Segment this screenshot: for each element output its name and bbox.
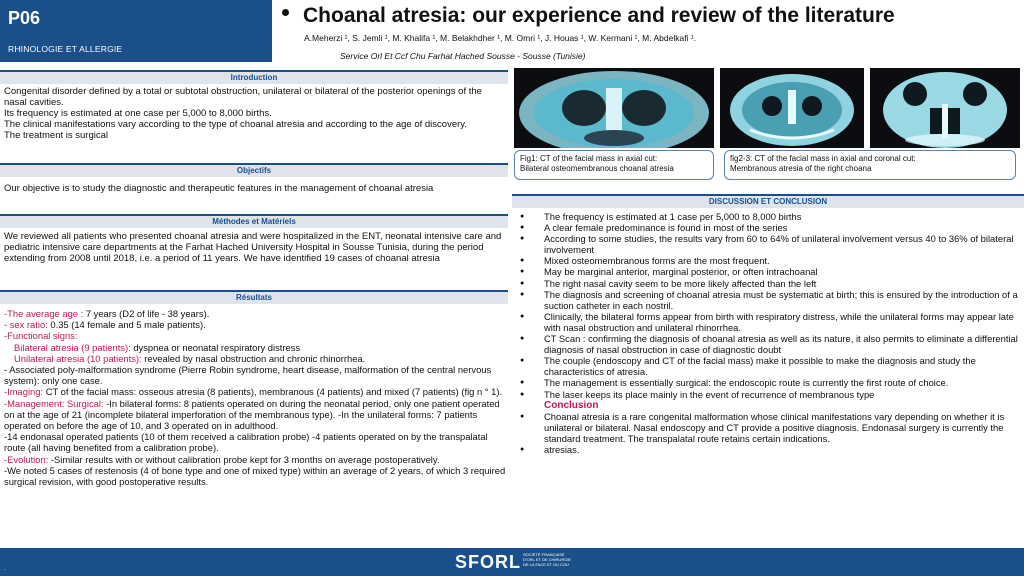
list-item: ● CT Scan : confirming the diagnosis of choanal atresia as well as its nature, it also permits to eliminate a differential diagnosis of nasal obstruction in case of diagnostic doubt [518,333,1018,355]
footer-bar [0,548,1024,576]
introduction-text [4,86,504,141]
list-item: ● Choanal atresia is a rare congenital malformation whose clinical manifestations vary depending on whether it is unilateral or bilateral. Nasal endoscopy and CT provide a positive diagnosis. Endonasal surgery is currently the standard treatment. The transpalatal route retains certain indications. [518,411,1018,444]
objectifs-heading: Objectifs [0,163,508,177]
unilat-text: revealed by nasal obstruction and chronic rhinorrhea. [141,352,366,364]
mgmt-text: -In bilateral forms: 8 patients operated on during the neonatal period, only one patient operated on at the age of 21 (incomplete bilateral imperforation of the membranous type). -In the unilateral forms: 7 patients operated on before the age of 10, and 3 operated on in adulthood. [4,397,500,432]
list-item: ● The couple (endoscopy and CT of the facial mass) make it possible to make the diagnosis and study the characteristics of atresia. [518,355,1018,377]
list-item: ● The frequency is estimated at 1 case per 5,000 to 8,000 births [518,211,1018,222]
fig2-caption-line: fig2-3: CT of the facial mass in axial and coronal cut: [730,154,916,163]
poster-title-text: Choanal atresia: our experience and review of the literature [303,4,895,27]
unilat-label: Unilateral atresia (10 patients): [14,352,142,364]
list-item: ● A clear female predominance is found in most of the series [518,222,1018,233]
list-item: ● May be marginal anterior, marginal posterior, or often intrachoanal [518,266,1018,277]
bilat-label: Bilateral atresia (9 patients): [14,341,131,353]
evol-label: -Evolution: [4,453,49,465]
ct-axial-image-2 [720,68,864,148]
list-item: ● According to some studies, the results vary from 60 to 64% of unilateral involvement versus 40 to 36% of bilateral involvement [518,233,1018,255]
poster-code-box [0,0,272,62]
intro-line: Congenital disorder defined by a total or subtotal obstruction, unilateral or bilateral of the posterior openings of the nasal cavities. [4,86,482,108]
list-item: ● atresias. [518,444,1018,455]
list-item: ● Clinically, the bilateral forms appear from birth with respiratory distress, while the unilateral forms may appear late with nasal obstruction and unilateral rhinorrhea. [518,311,1018,333]
title-bullet-icon [282,9,289,16]
discussion-list [518,211,1018,455]
ct-axial-image-1 [514,68,714,148]
list-item: ● The diagnosis and screening of choanal atresia must be systematic at birth; this is ensured by the introduction of a suction catheter in each nostril. [518,289,1018,311]
discussion-heading: DISCUSSION ET CONCLUSION [512,194,1024,208]
resultats-text [4,308,506,487]
fig1-caption-line: Fig1: CT of the facial mass in axial cut: [520,154,658,163]
poster-category: RHINOLOGIE ET ALLERGIE [8,44,123,54]
affiliation: Service Orl Et Ccf Chu Farhat Hached Sousse - Sousse (Tunisie) [340,51,586,61]
list-item: ● The management is essentially surgical: the endoscopic route is currently the first route of choice. [518,377,1018,388]
methodes-text: We reviewed all patients who presented choanal atresia and were hospitalized in the ENT, neonatal intensive care and pediatric intensive care departments at the Farhat Hached University Hospital in Sousse Tunisia, during the period extending from 2008 until 2018, i.e. a period of 11 years. We have identified 19 cases of choanal atresia [4,231,502,264]
intro-line: Its frequency is estimated at one case per 5,000 to 8,000 births. [4,108,272,119]
methodes-heading: Méthodes et Matériels [0,214,508,228]
mgmt-label: -Management: Surgical: [4,397,104,409]
age-label: -The average age : [4,308,84,319]
resten-text: -We noted 5 cases of restenosis (4 of bone type and one of mixed type) within an average of 2 years, of which 3 required surgical revision, with good postoperative results. [4,464,506,488]
poster-title [282,4,895,28]
evol-text: -Similar results with or without calibration probe kept for 3 months on average postoperatively. [48,453,440,465]
resultats-heading: Résultats [0,290,508,304]
introduction-heading: Introduction [0,70,508,84]
poster-code: P06 [8,8,41,28]
imaging-label: -Imaging: [4,386,44,398]
endo-text: -14 endonasal operated patients (10 of them received a calibration probe) -4 patients operated on by the transpalatal route (all having benefited from a calibration probe). [4,431,488,454]
sex-label: - sex ratio: [4,319,48,331]
ct-coronal-image [870,68,1020,148]
sex-text: 0.35 (14 female and 5 male patients). [47,319,206,331]
intro-line: The treatment is surgical [4,130,109,141]
list-item: ● The right nasal cavity seem to be more likely affected than the left [518,278,1018,289]
objectifs-text: Our objective is to study the diagnostic and therapeutic features in the management of choanal atresia [4,183,434,194]
list-item: ● The laser keeps its place mainly in the event of recurrence of membranous type [518,389,1018,400]
authors: A.Meherzi ¹, S. Jemli ¹, M. Khalifa ¹, M. Belakhdher ¹, M. Omri ¹, J. Houas ¹, W. Kermani ¹, M. Abdelkafi ¹. [304,33,697,43]
fig1-caption-line: Bilateral osteomembranous choanal atresia [520,164,674,173]
fig2-caption-line: Membranous atresia of the right choana [730,164,872,173]
fig2-caption [724,150,1016,180]
func-label: -Functional signs: [4,330,78,342]
sforl-logo-subtitle: SOCIÉTÉ FRANÇAISE D'ORL ET DE CHIRURGIE DE LA FACE ET DU COU [523,552,572,567]
sforl-logo: SFORL [455,552,521,572]
imaging-text: CT of the facial mass: osseous atresia (8 patients), membranous (4 patients) and mixed (7 patients) (fig n ° 1). [43,386,503,398]
intro-line: The clinical manifestations vary according to the type of choanal atresia and according to the age of discovery. [4,119,467,130]
footer-corner-mark: . [4,566,6,572]
assoc-text: - Associated poly-malformation syndrome (Pierre Robin syndrome, heart disease, malformation of the central nervous system): only one case. [4,364,492,387]
fig1-caption [514,150,714,180]
bilat-text: dyspnea or neonatal respiratory distress [130,341,301,353]
age-text: 7 years (D2 of life - 38 years). [83,308,210,319]
list-item: ● Mixed osteomembranous forms are the most frequent. [518,255,1018,266]
conclusion-title: Conclusion [544,399,599,411]
